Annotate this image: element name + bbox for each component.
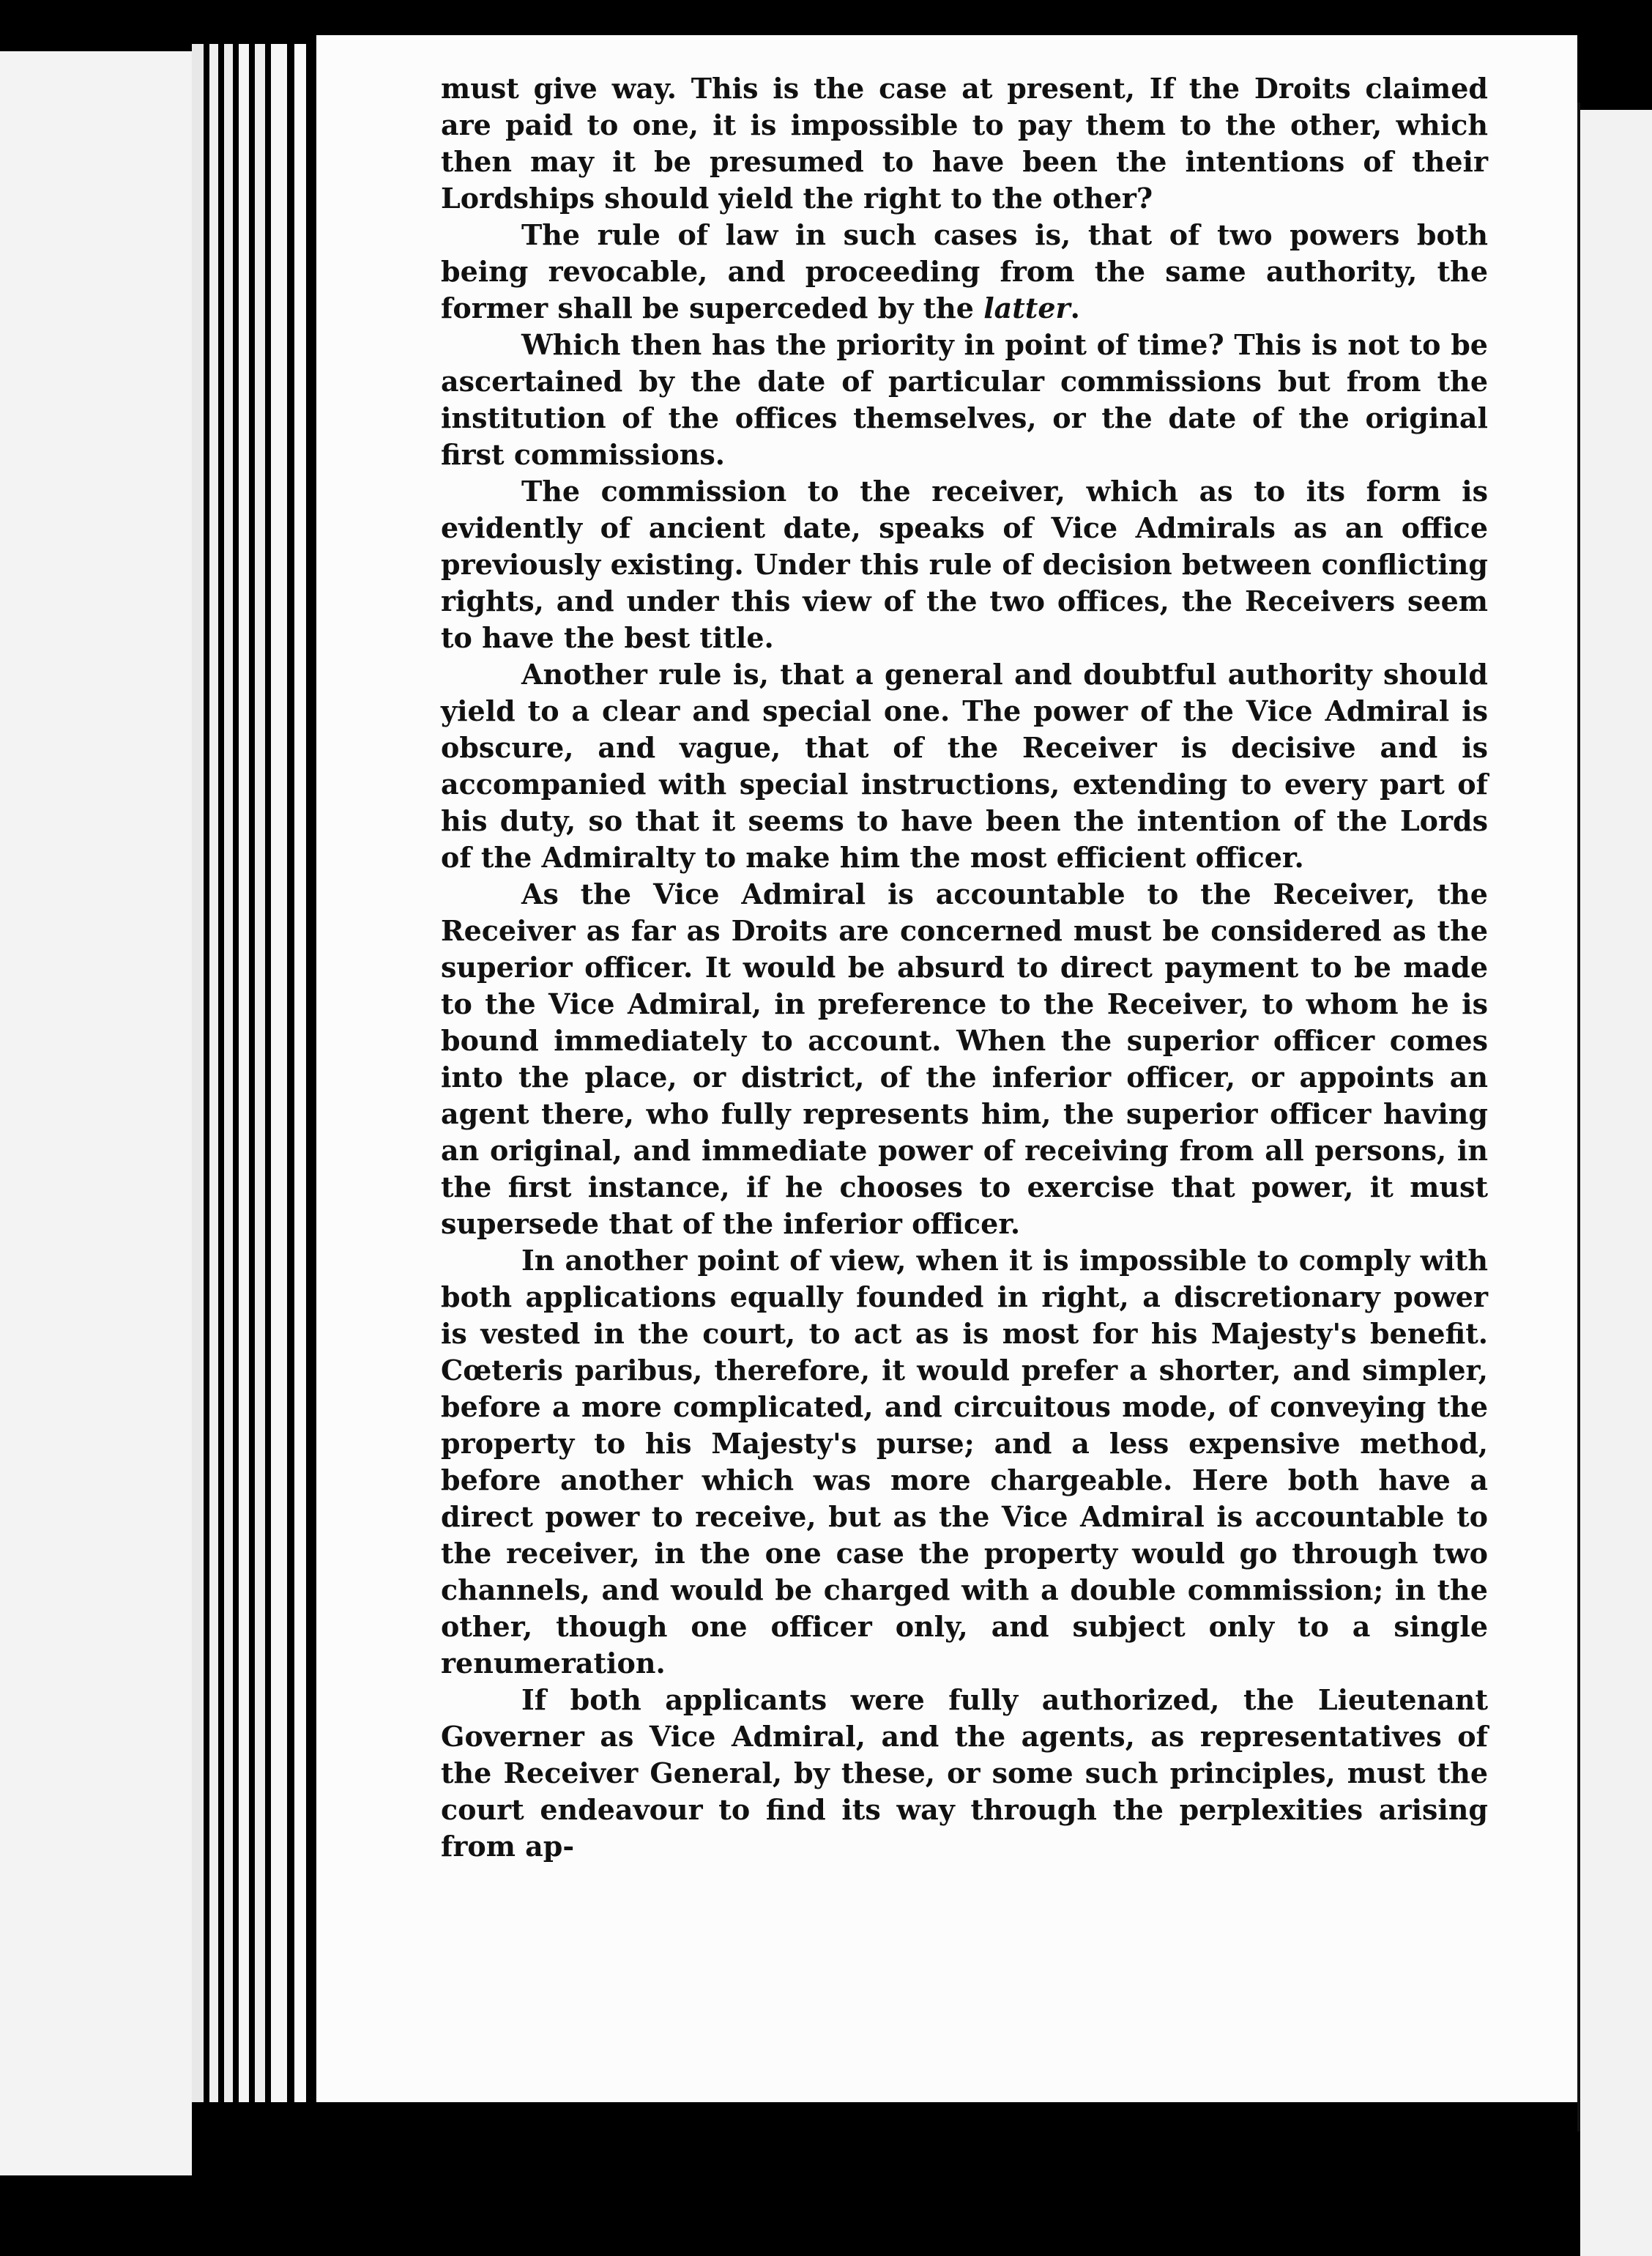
paragraph: In another point of view, when it is impossible to comply with both applications equally founded in right, a discretionary power is vested in the court, to act as is most for his Majesty's benefit. Cœteris paribus, therefore, it would prefer a shorter, and simpler, before a more complicated, and circuitous mode, of conveying the property to his Majesty's purse; and a less expensive method, before another which was more chargeable. Here both have a direct power to receive, but as the Vice Admiral is accountable to the receiver, in the one case the property would go through two channels, and would be charged with a double commission; in the other, though one officer only, and subject only to a single renumeration.: [441, 1244, 1488, 1680]
scan-margin-left: [0, 51, 192, 2175]
paragraph: must give way. This is the case at present, If the Droits claimed are paid to one, it is impossible to pay them to the other, which then may it be presumed to have been the intentions of their Lordships should yield the right to the other?: [441, 72, 1488, 215]
paragraph: The rule of law in such cases is, that of two powers both being revocable, and proceeding from the same authority, the former shall be superceded by the latter.: [441, 218, 1488, 324]
page-edge: [224, 44, 233, 2102]
book-page: [316, 35, 1577, 2102]
paragraph: As the Vice Admiral is accountable to the Receiver, the Receiver as far as Droits are concerned must be considered as the superior officer. It would be absurd to direct payment to be made to the Vice Admiral, in preference to the Receiver, to whom he is bound immediately to account. When the superior officer comes into the place, or district, of the inferior officer, or appoints an agent there, who fully represents him, the superior officer having an original, and immediate power of receiving from all persons, in the first instance, if he chooses to exercise that power, it must supersede that of the inferior officer.: [441, 877, 1488, 1240]
paragraph: If both applicants were fully authorized, the Lieutenant Governer as Vice Admiral, and the agents, as representatives of the Receiver General, by these, or some such principles, must the court endeavour to find its way through the perplexities arising from ap-: [441, 1683, 1488, 1863]
page-edge: [255, 44, 265, 2102]
page-body-text: [441, 70, 1488, 1865]
paragraph: The commission to the receiver, which as to its form is evidently of ancient date, speaks of Vice Admirals as an office previously existing. Under this rule of decision between conflicting rights, and under this view of the two offices, the Receivers seem to have the best title.: [441, 475, 1488, 654]
page-edge: [239, 44, 249, 2102]
paragraph: Which then has the priority in point of time? This is not to be ascertained by the date of particular commissions but from the institution of the offices themselves, or the date of the original first commissions.: [441, 328, 1488, 471]
facing-page-edge: [1580, 110, 1652, 2256]
emphasized-word: latter: [983, 292, 1071, 324]
page-edge: [209, 44, 218, 2102]
page-edge: [192, 44, 204, 2102]
page-edge: [294, 44, 306, 2102]
page-edge: [271, 44, 287, 2102]
paragraph: Another rule is, that a general and doubtful authority should yield to a clear and special one. The power of the Vice Admiral is obscure, and vague, that of the Receiver is decisive and is accompanied with special instructions, extending to every part of his duty, so that it seems to have been the intention of the Lords of the Admiralty to make him the most efficient officer.: [441, 658, 1488, 874]
